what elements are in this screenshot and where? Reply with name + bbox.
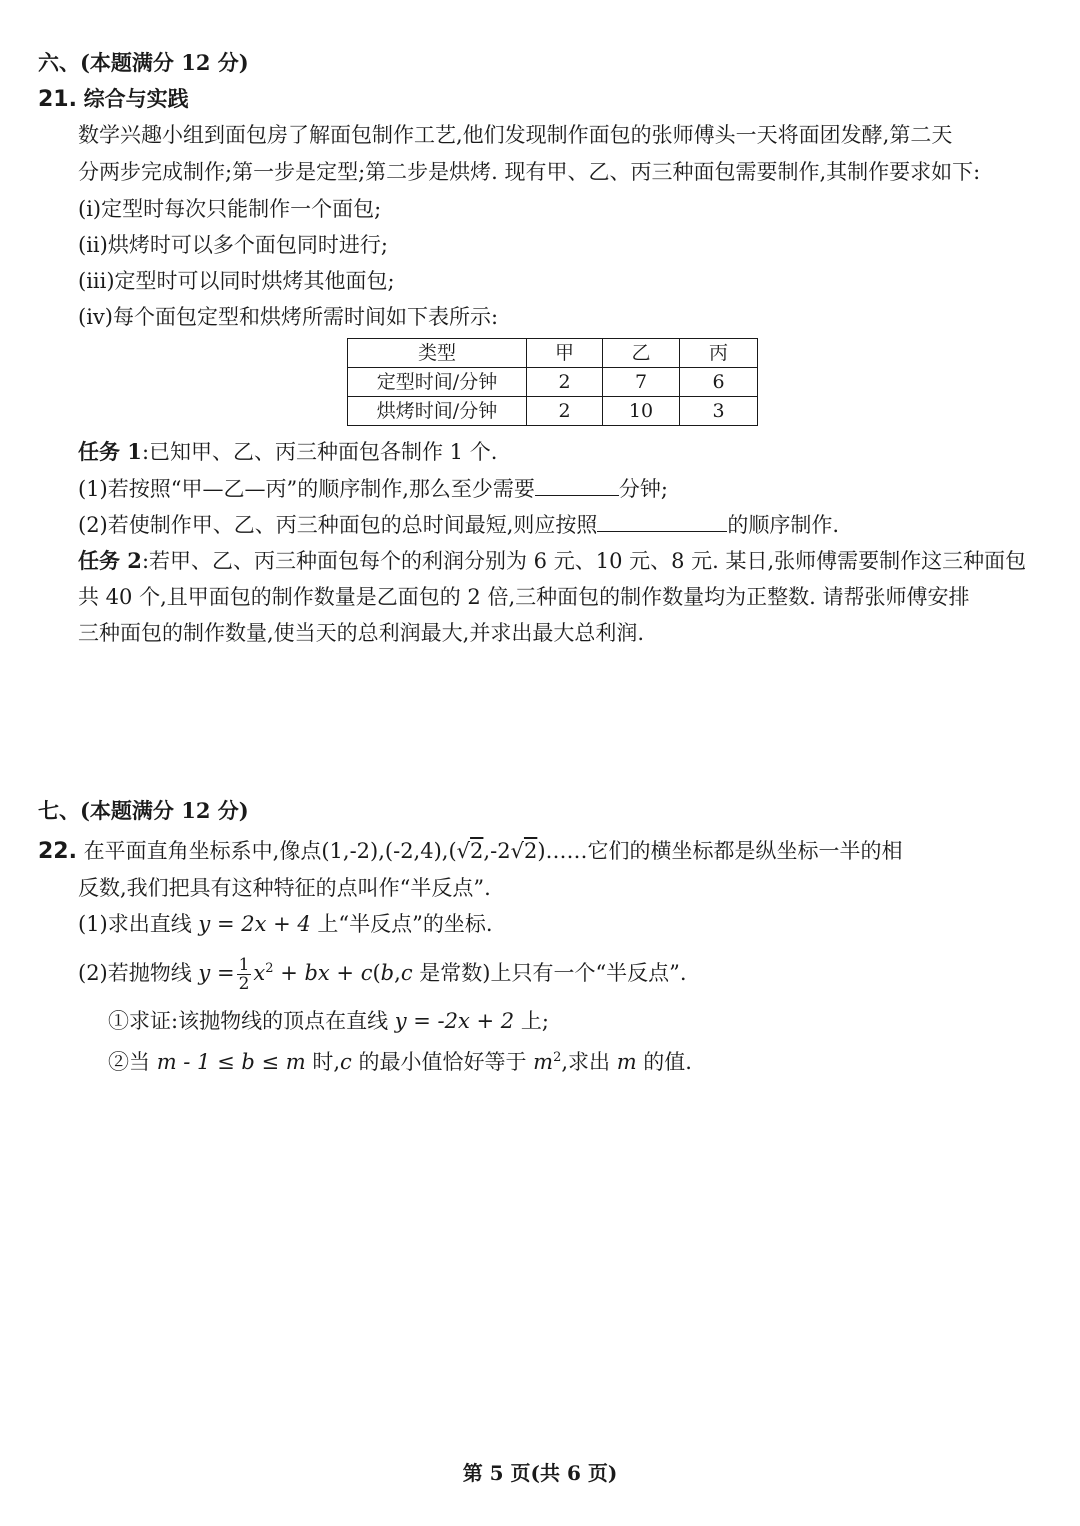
fraction-numerator: 1 [238, 955, 250, 975]
task-2-line-2: 共 40 个,且甲面包的制作数量是乙面包的 2 倍,三种面包的制作数量均为正整数. 请帮张师傅安排 [78, 585, 970, 609]
radicand: 2 [523, 839, 538, 863]
intro-line-2: 分两步完成制作;第一步是定型;第二步是烘烤. 现有甲、乙、丙三种面包需要制作,其制作要求如下: [78, 160, 981, 184]
table-cell: 3 [680, 397, 758, 426]
question-text: (1)求出直线 [78, 912, 199, 936]
rule-2: (ii)烘烤时可以多个面包同时进行; [78, 233, 388, 257]
sub-question-2 [78, 954, 687, 993]
question-text: 时, [305, 1050, 341, 1074]
question-21-title [38, 84, 189, 115]
math-expression: m [533, 1050, 554, 1074]
rule-1: (i)定型时每次只能制作一个面包; [78, 197, 382, 221]
question-text: (1)若按照“甲—乙—丙”的顺序制作,那么至少需要 [78, 477, 535, 501]
question-text: 的最小值恰好等于 [351, 1050, 534, 1074]
question-text: ①求证:该抛物线的顶点在直线 [108, 1009, 395, 1033]
task-text: :若甲、乙、丙三种面包每个的利润分别为 6 元、10 元、8 元. 某日,张师傅需要制作这三种面包 [141, 549, 1027, 573]
math-expression: c [400, 961, 413, 985]
table-cell: 10 [603, 397, 680, 426]
math-expression: m - 1 ≤ b ≤ m [156, 1050, 306, 1074]
task-2-line-1 [78, 546, 1026, 576]
sub-item-1 [108, 1006, 549, 1036]
question-text: 的顺序制作. [727, 513, 840, 537]
question-22-line-1 [38, 836, 903, 867]
table-cell: 定型时间/分钟 [348, 368, 527, 397]
task-1-question-1 [78, 474, 668, 504]
table-cell: 烘烤时间/分钟 [348, 397, 527, 426]
question-number: 21. [38, 87, 77, 112]
question-text: 分钟; [618, 477, 668, 501]
question-text: 的值. [636, 1050, 692, 1074]
section-heading-6: 六、(本题满分 12 分) [38, 50, 249, 75]
task-label: 任务 2 [78, 548, 142, 573]
question-text: 在平面直角坐标系中,像点(1,-2),(-2,4),( [83, 839, 457, 863]
question-text: (2)若抛物线 [78, 961, 199, 985]
question-text: 是常数)上只有一个“半反点”. [412, 961, 687, 985]
time-table [347, 338, 758, 426]
task-1 [78, 437, 497, 467]
math-expression: y = 2x + 4 [198, 912, 311, 936]
exponent: 2 [265, 961, 274, 976]
table-row [348, 368, 758, 397]
question-text: 上“半反点”的坐标. [310, 912, 493, 936]
table-cell: 2 [527, 368, 603, 397]
math-expression: y = -2x + 2 [394, 1009, 515, 1033]
math-expression: + bx + c [273, 961, 373, 985]
rule-3: (iii)定型时可以同时烘烤其他面包; [78, 269, 395, 293]
table-cell: 类型 [348, 339, 527, 368]
math-expression: x [253, 961, 266, 985]
sqrt-symbol-icon: √ [510, 839, 524, 863]
fraction-denominator: 2 [238, 974, 250, 994]
math-expression: b [380, 961, 395, 985]
intro-line-1: 数学兴趣小组到面包房了解面包制作工艺,他们发现制作面包的张师傅头一天将面团发酵,第二天 [78, 123, 953, 147]
math-expression: m [616, 1050, 637, 1074]
sub-item-2 [108, 1043, 692, 1077]
radicand: 2 [470, 839, 484, 863]
fraction [237, 956, 252, 993]
question-text: 上; [514, 1009, 549, 1033]
table-cell: 2 [527, 397, 603, 426]
answer-blank[interactable] [597, 511, 727, 532]
task-2-line-3: 三种面包的制作数量,使当天的总利润最大,并求出最大总利润. [78, 621, 645, 645]
math-expression: y = [198, 961, 235, 985]
question-number: 22. [38, 839, 77, 864]
table-row [348, 397, 758, 426]
table-cell: 甲 [527, 339, 603, 368]
sub-question-1 [78, 909, 493, 939]
answer-blank[interactable] [535, 475, 619, 496]
question-text: ( [372, 961, 381, 985]
table-cell: 丙 [680, 339, 758, 368]
rule-4: (iv)每个面包定型和烘烤所需时间如下表所示: [78, 305, 499, 329]
question-title: 综合与实践 [83, 86, 189, 111]
question-text: (2)若使制作甲、乙、丙三种面包的总时间最短,则应按照 [78, 513, 598, 537]
math-expression: c [340, 1050, 352, 1074]
task-label: 任务 1 [78, 439, 142, 464]
exponent: 2 [553, 1050, 562, 1065]
question-text: ②当 [108, 1050, 157, 1074]
task-text: :已知甲、乙、丙三种面包各制作 1 个. [141, 440, 498, 464]
question-22-line-2: 反数,我们把具有这种特征的点叫作“半反点”. [78, 876, 491, 900]
table-cell: 7 [603, 368, 680, 397]
question-text: , [394, 961, 401, 985]
section-heading-7: 七、(本题满分 12 分) [38, 798, 249, 823]
table-cell: 6 [680, 368, 758, 397]
table-header-row [348, 339, 758, 368]
question-text: )……它们的横坐标都是纵坐标一半的相 [537, 839, 903, 863]
question-text: ,求出 [561, 1050, 617, 1074]
table-cell: 乙 [603, 339, 680, 368]
task-1-question-2 [78, 510, 839, 540]
sqrt-symbol-icon: √ [456, 839, 471, 863]
page-footer: 第 5 页(共 6 页) [462, 1461, 618, 1485]
question-text: ,-2 [483, 839, 511, 863]
